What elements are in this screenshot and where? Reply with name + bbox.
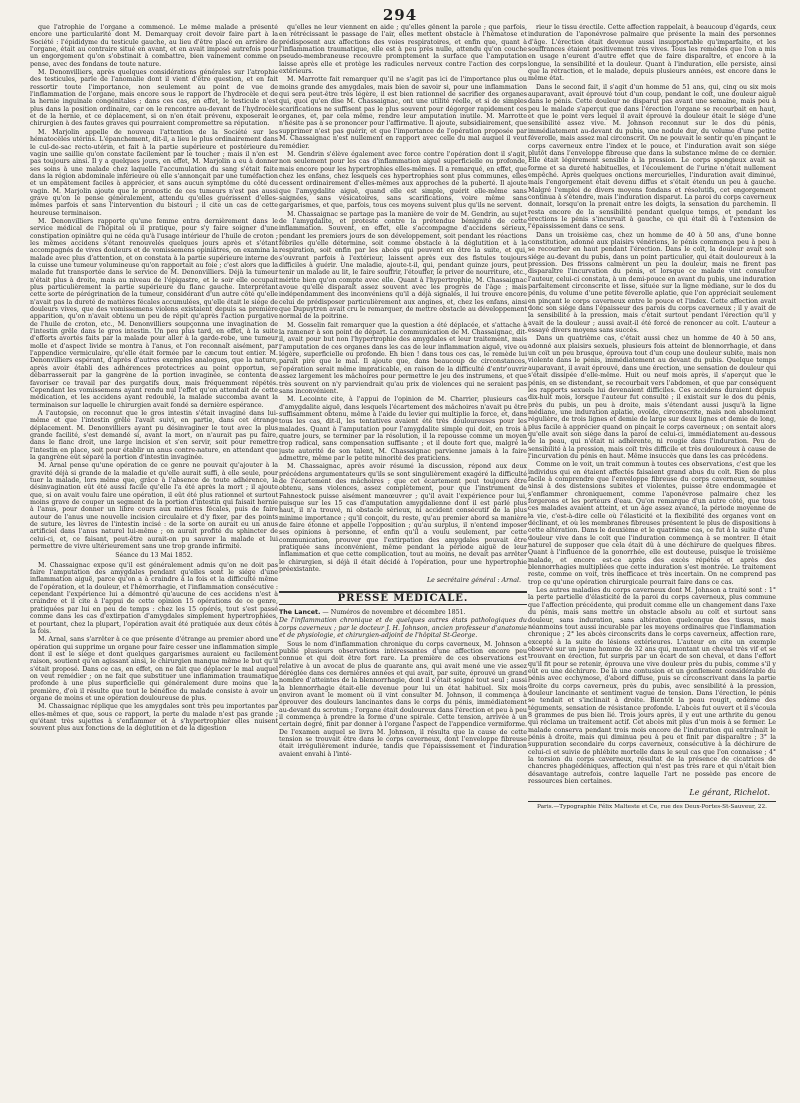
column-middle bbox=[279, 24, 527, 1084]
paragraph: M. Denonvilliers rapporte qu'une femme entra dernièrement dans le service médical de l'hôpital où il pratique, pour s'y faire soigner d'une constipation opiniâtre qui ne céda qu'à l'usage intérieur de l'huile de croton ; les mêmes accidens s'étant renouvelés quelques jours après et s'étant accompagnés de vives douleurs et de vomissemens opiniâtres, on examina la malade avec plus d'attention, et on constata à la partie supérieure interne de la cuisse une tumeur volumineuse qu'on rapportait au foie ; c'est alors que la malade fut transportée dans le service de M. Denonvilliers. Déjà la tumeur n'était plus à droite, mais au niveau de l'épigastre, et le soir elle occupait plus particulièrement la partie supérieure du flanc gauche. Interprétant cette sorte de pérégrination de la tumeur, considérant d'un autre côté qu'elle n'avait pas la dureté de matières fécales accumulées, qu'elle était le siége de douleurs vives, que des vomissemens violens existaient depuis sa première apparition, qu'on n'avait obtenu un peu de répit qu'après l'action purgative de l'huile de croton, etc., M. Denonvilliers soupçonna une invagination de l'intestin grêle dans le gros intestin. Un peu plus tard, en effet, à la suite d'efforts avortés faits par la malade pour aller à la garde-robe, une tumeur molle et d'aspect livide se montra à l'anus, et l'on reconnaît aisément, par l'appendice vermiculaire, qu'elle était formée par le cæcum tout entier. M. Denonvilliers espérant, d'après d'autres exemples analogues, que la nature, après avoir établi des adhérences protectrices au point opportun, se débarrasserait par la gangrène de la portion invaginée, se contenta de favoriser ce travail par des purgatifs doux, mais fréquemment répétés. Cependant les vomissemens ayant rendu nul l'effet qu'on attendait de cette médication, et les accidens ayant redoublé, la malade succomba avant la terminaison sur laquelle le chirurgien avait fondé sa dernière espérance. bbox=[30, 217, 278, 409]
paragraph: que l'atrophie de l'organe a commencé. Le même malade a présenté encore une particularité dont M. Demarquay croit devoir faire part à la Société : l'épididyme du testicule gauche, au lieu d'être placé en arrière de l'organe, était au contraire situé en avant, et en avait imposé autrefois pour un engorgement qu'on s'obstinait à combattre, bien vainement comme on pense, avec des fondans de toute nature. bbox=[30, 24, 278, 68]
secretary-signature: Le secrétaire général : Arnal. bbox=[427, 577, 521, 585]
manager-signature: Le gérant, Richelot. bbox=[689, 788, 770, 798]
source-line bbox=[279, 609, 527, 616]
paragraph: M. Chassaignac se partage pas la manière de voir de M. Gendrin, au sujet de l'amygdalite, et proteste contre la prétendue bénignité de cette inflammation. Souvent, en effet, elle s'accompagne d'accidens sérieux, pendant les premiers jours de son développement, soit pendant les réactions fébriles qu'elle détermine, soit comme obstacle à la déglutition et à la respiration, soit enfin par les abcès qui peuvent en être la suite, et qui, s'ouvrant parfois à l'extérieur, laissent après eux des fistules toujours difficiles à guérir. Une maladie, ajoute-t-il, qui, pendant quinze jours, peut tenir un malade au lit, le faire souffrir, l'étouffer, le priver de nourriture, etc., mérite bien qu'on compte avec elle. Quant à l'hypertrophie, M. Chassaignac avoue qu'elle disparaît assez souvent avec les progrès de l'âge ; mais indépendamment des inconvéniens qu'il a déjà signalés, il lui trouve encore celui de prédisposer particulièrement aux angines, et, chez les enfans, ainsi que Dupuytren avait cru le remarquer, de mettre obstacle au développement normal de la poitrine. bbox=[279, 210, 527, 321]
paragraph: M. Lecointe cite, à l'appui de l'opinion de M. Charrier, plusieurs cas d'amygdalite aiguë, dans lesquels l'écartement des mâchoires n'avait pu être suffisamment obtenu, même à l'aide du levier qui multiplie la force, et, dans tous les cas, dit-il, les tentatives avaient été très douloureuses pour les malades. Quant à l'amputation pour l'amygdalite simple qui doit, en trois à quatre jours, se terminer par la résolution, il la repousse comme un moyen trop radical, sans compensation suffisante ; et il doute fort que, malgré la juste autorité de son talent, M. Chassaignac parvienne jamais à la faire admettre, même par le petite minorité des praticiens. bbox=[279, 396, 527, 462]
paragraph: Dans un troisième cas, chez un homme de 40 à 50 ans, d'une bonne constitution, adonné aux plaisirs vénériens, le pénis commença peu à peu à se recourber en haut pendant l'érection. Dans le coït, la douleur avait son siége au-devant du pubis, dans un point particulier, qui était douloureux à la pression. Des frissons calmèrent un peu la douleur, mais ne firent pas disparaître l'incurvation du pénis, et lorsque ce malade vint consulter l'auteur, celui-ci constata, à un demi-pouce en avant du pubis, une induration parfaitement circonscrite et lisse, située sur la ligne médiane, sur le dos du pénis, du volume d'une petite féverolle aplatie, que l'on appréciait seulement en pinçant le corps caverneux entre le pouce et l'index. Cette affection avait donc son siége dans l'épaisseur des parois du corps caverneux ; il y avait de la sensibilité à la pression, mais c'était surtout pendant l'érection qu'il y avait de la douleur ; aussi avait-il été forcé de renoncer au coït. L'auteur a essayé divers moyens sans succès. bbox=[528, 231, 776, 335]
paragraph: M. Arnal pense qu'une opération de ce genre ne pouvait qu'ajouter à la gravité déjà si grande de la maladie et qu'elle aurait suffi, à elle seule, pour tuer la malade, lors même que, grâce à l'absence de toute adhérence, la désinvagination eût été aussi facile qu'elle l'a été après la mort ; il ajoute que, si on avait voulu faire une opération, il eût été plus rationnel et surtout moins grave de couper un segment de la portion d'intestin qui faisait hernie à l'anus, pour donner un libre cours aux matières fécales, puis de faire autour de l'anus une nouvelle incision circulaire et d'y fixer, par des points de suture, les lèvres de l'intestin incisé : de la sorte on aurait eu un anus artificiel dans l'anus naturel lui-même ; on aurait profité du sphincter de celui-ci, et, ce faisant, peut-être aurait-on pu sauver la malade et lui permettre de vivre ultérieurement sans une trop grande infirmité. bbox=[30, 462, 278, 551]
section-heading: PRESSE MÉDICALE. bbox=[279, 591, 527, 605]
page-number: 294 bbox=[382, 6, 418, 24]
paragraph: Sous le nom d'inflammation chronique du corps caverneux, M. Johnson a publié plusieurs observations intéressantes d'une affection encore peu connue et qui doit être fort rare. La première de ces observations est relative à un avocat de plus de quarante ans, qui avait mené une vie assez déréglée dans ces dernières années et qui avait, par suite, éprouvé un grand nombre d'atteintes de la blennorrhagie, dont il s'était soigné tout seul ; aussi la blennorrhagie était-elle devenue pour lui un état habituel. Six mois environ avant le moment où il vint consulter M. Johnson, il commença à éprouver des douleurs lancinantes dans le corps du pénis, immédiatement au-devant du scrotum ; l'organe était douloureux dans l'érection et peu à peu il commença à prendre la forme d'une spirale. Cette tension, arrivée à un certain degré, finit par donner à l'organe l'aspect de l'appendice vermiforme. De l'examen auquel se livra M. Johnson, il résulta que la cause de cette tension se trouvait être dans le corps caverneux, dont l'enveloppe fibreuse était irrégulièrement indurée, tandis que l'épaississement et l'induration avaient envahi à l'inté- bbox=[279, 640, 527, 758]
paragraph: M. Chassaignac, après avoir résumé la discussion, répond aux deux précédens argumentateurs qu'ils se sont singulièrement exagéré la difficulté de l'écartement des mâchoires ; que cet écartement peut toujours être obtenu, sans violences, assez complètement, pour que l'instrument de Fahnestock puisse aisément manœuvrer ; qu'il avait l'expérience pour lui, puisque sur les 15 cas d'amputation amygdalienne dont il est parlé plus haut, il n'a trouvé, ni obstacle sérieux, ni accident consécutif de la plus minime importance ; qu'il conçoit, du reste, qu'au premier abord sa manière de faire étonne et appelle l'opposition ; qu'au surplus, il n'entend imposer ses opinions à personne, et enfin qu'il a voulu seulement, par cette communication, prouver que l'extirpation des amygdales pouvait être pratiquée sans inconvénient, même pendant la période aiguë de leur inflammation et que cette complication, tout au moins, ne devait pas arrêter le chirurgien, si déjà il était décidé à l'opération, pour une hypertrophie préexistante. bbox=[279, 463, 527, 574]
paragraph: rieur le tissu érectile. Cette affection rappelait, à beaucoup d'égards, ceux induration de l'aponévrose palmaire que présente la main des personnes d'âge. L'érection était devenue aussi insupportable qu'imparfaite, et les souffrances étaient positivement très vives. Tous les remèdes que l'on a mis en usage n'eurent d'autre effet que de faire disparaître, et encore à la longue, la sensibilité et la douleur. Quant à l'induration, elle persiste, ainsi que la rétraction, et le malade, depuis plusieurs années, est encore dans le même état. bbox=[528, 24, 776, 83]
paragraph: M. Marjolin appelle de nouveau l'attention de la Société sur les hématocèles utérins. L'épanchement, dit-il, a lieu le plus ordinairement dans le cul-de-sac recto-utérin, et fait à la partie supérieure et postérieure du vagin une saillie qu'on constate facilement par le toucher ; mais il n'en est pas toujours ainsi. Il y a quelques jours, en effet, M. Marjolin a eu à donner ses soins à une malade chez laquelle l'accumulation du sang s'était faite dans la région abdominale inférieure où elle s'annonçait par une tuméfaction et un empâtement faciles à apprécier, et sans aucun symptôme du côté du vagin. M. Marjolin ajoute que le pronostic de ces tumeurs n'est pas aussi grave qu'on le pense généralement, attendu qu'elles guérissent d'elles-mêmes parfois et sans l'intervention du bistouri ; il cite un cas de cette heureuse terminaison. bbox=[30, 128, 278, 217]
source-detail: — Numéros de novembre et décembre 1851. bbox=[320, 609, 466, 617]
paragraph: M. Chassaignac expose qu'il est généralement admis qu'on ne doit pas faire l'amputation des amygdales pendant qu'elles sont le siége d'une inflammation aiguë, parce qu'on a à craindre à la fois et la difficulté même de l'opération, et la douleur, et l'hémorrhagie, et l'inflammation consécutive : cependant l'expérience lui a démontré qu'aucune de ces accidens n'est à craindre et il cite à l'appui de cette opinion 15 opérations de ce genre, pratiquées par lui en peu de temps : chez les 15 opérés, tout s'est passé comme dans les cas d'extirpation d'amygdales simplement hypertrophiées, et pourtant, chez la plupart, l'opération avait été pratiquée aux deux côtés à la fois. bbox=[30, 561, 278, 635]
paragraph: M. Arnal, sans s'arrêter à ce que présente d'étrange au premier abord une opération qui supprime un organe pour faire cesser une inflammation simple dont il est le siége et dont quelques gargarismes auraient eu facilement raison, soutient qu'en agissant ainsi, le chirurgien manque même le but qu'il s'était proposé. Dans ce cas, en effet, on ne fait que déplacer le mal auquel on veut remédier ; on ne fait que substituer une inflammation traumatique profonde à une plus superficielle qui généralement dure moins que la première, d'où il résulte que tout le bénéfice du malade consiste à avoir un organe de moins et une opération douloureuse de plus. bbox=[30, 636, 278, 702]
paragraph: Dans un quatrième cas, c'était aussi chez un homme de 40 à 50 ans, adonné aux plaisirs sexuels, plusieurs fois atteint de blennorrhagie, et dans un coït un peu brusque, éprouva tout d'un coup une douleur subite, mais non violente dans le pénis, immédiatement au devant du pubis. Quelque temps auparavant, il avait éprouvé, dans une érection, une sensation de douleur qui s'était dissipée d'elle-même. Huit ou neuf mois après, il s'aperçut que le pénis, en se distendant, se recourbait vers l'abdomen, et que par conséquent les rapports sexuels lui devenaient difficiles. Ces accidens duraient depuis dix-huit mois, lorsque l'auteur fut consulté ; il existait sur le dos du pénis, près du pubis, un peu à droite, mais s'étendant aussi jusqu'à la ligne médiane, une induration aplatie, ovoïde, circonscrite, mais non absolument régulière, de trois lignes et demie de large sur deux lignes et demie de long, plus facile à apprécier quand on pinçait le corps caverneux ; on sentait alors qu'elle avait son siége dans la paroi de celui-ci, immédiatement au-dessous de la peau, qui n'était ni adhérente, ni rougie dans l'induration. Peu de sensibilité à la pression, mais coït très difficile et très douloureux à cause de l'incurvation du pénis en haut. Même insuccès que dans les cas précédens. bbox=[528, 335, 776, 460]
session-date: Séance du 13 Mai 1852. bbox=[115, 552, 193, 560]
column-right bbox=[528, 24, 776, 1084]
paragraph: A l'autopsie, on reconnut que le gros intestin s'était invaginé dans lui-même et que l'intestin grêle l'avait suivi, en partie, dans cet étrange déplacement. M. Denonvilliers ayant pu désinvaginer le tout avec la plus grande facilité, s'est demandé si, avant la mort, on n'aurait pas pu faire, dans le flanc droit, une large incision et s'en servir, soit pour remettre l'intestin en place, soit pour établir un anus contre-nature, en attendant que la gangrène eût séparé la portion d'intestin invaginée. bbox=[30, 409, 278, 461]
paragraph: M. Gosselin fait remarquer que la question a été déplacée, et s'attache à la ramener à son point de départ. La communication de M. Chassaignac, dit-il, avait pour but non l'hypertrophie des amygdales et leur traitement, mais l'amputation de ces organes dans les cas de leur inflammation aiguë, vive ou légère, superficielle ou profonde. Eh bien ! dans tous ces cas, le remède lui paraît pire que le mal. Il ajoute que, dans beaucoup de circonstances, l'opération serait même impraticable, en raison de la difficulté d'entr'ouvrir assez largement les mâchoires pour permettre le jeu des instrumens, et que très souvent on n'y parviendrait qu'au prix de violences qui ne seraient pas sans inconvénient. bbox=[279, 321, 527, 395]
paragraph: Comme on le voit, un trait commun à toutes ces observations, c'est que les individus qui en étaient affectés faisaient grand abus du coït. Rien de plus facile à comprendre que l'enveloppe fibreuse du corps caverneux, soumise ainsi à des distensions subites et violentes, puisse être endommagée et s'enflammer chroniquement, comme l'aponévrose palmaire chez les forgerons et les porteurs d'eau. Qu'on remarque d'un autre côté, que tous ces malades avaient atteint, et un âge assez avancé, la période moyenne de la vie, c'est-à-dire celle où l'élasticité et la flexibilité des organes vont en déclinant, et où les membranes fibreuses présentent le plus de dispositions à cette altération. Dans le deuxième et le quatrième cas, ce fut à la suite d'une douleur vive dans le coït que l'induration commença à se montrer. Il était naturel de supposer que cela était dû à une déchirure de quelques fibres. Quant à l'influence de la gonorrhée, elle est douteuse, puisque le troisième malade, et encore est-ce après des excès répétés et après des blennorrhagies multipliées que cette induration s'est montrée. Le traitement reste, comme on voit, très inefficace et très incertain. On ne comprend pas trop ce qu'une opération chirurgicale pourrait faire dans ce cas. bbox=[528, 461, 776, 586]
article-title: De l'inflammation chronique et de quelques autres états pathologiques du corps caverneux ; par le docteur J. H. Johnson, ancien professeur d'anatomie et de physiologie, et chirurgien-adjoint de l'hôpital St-George. bbox=[279, 617, 527, 640]
paragraph: M. Denonvilliers, après quelques considérations générales sur l'atrophie des testicules, parle de l'anomalie dont il vient d'être question, et en fait ressortir toute l'importance, non seulement au point de vue de l'inflammation de l'organe, mais encore sous le rapport de l'hydrocèle et de la hernie inguinale congénitales ; dans ces cas, en effet, le testicule n'est plus dans la position ordinaire, car on le rencontre au-devant de l'hydrocèle et de la hernie, et ce déplacement, si on n'en était prévenu, exposerait le chirurgien à des fautes graves qui pourraient compromettre sa réputation. bbox=[30, 69, 278, 128]
paragraph: Les autres maladies du corps caverneux dont M. Johnson a traité sont : 1° la perte partielle d'élasticité de la paroi du corps caverneux, plus commune que l'affection précédente, qui produit comme elle un changement dans l'axe du pénis, mais sans mettre un obstacle absolu au coït et surtout sans douleur, sans induration, sans altération quelconque des tissus, mais néanmoins tout aussi incurable par les moyens ordinaires que l'inflammation chronique ; 2° les abcès circonscrits dans le corps caverneux, affection rare, excepté à la suite de lésions extérieures. L'auteur en cite un exemple observé sur un jeune homme de 32 ans qui, montant un cheval très vif et se trouvant en érection, fut surpris par un écart de son cheval, et dans l'effort qu'il fit pour se retenir, éprouva une vive douleur près du pubis, comme s'il y eût eu une déchirure. De là une contusion et un gonflement considérable du pénis avec ecchymose, d'abord diffuse, puis se circonscrivant dans la partie droite du corps caverneux, près du pubis, avec sensibilité à la pression, douleur lancinante et sentiment vague de tension. Dans l'érection, le pénis se tendait et s'inclinait à droite. Bientôt la peau rougit, œdème des téguments, sensation de résistance profonde. L'abcès fut ouvert et il s'écoula 8 grammes de pus bien lié. Trois jours après, il y eut une arthrite du genou qui réclama un traitement actif. Cet abcès mit plus d'un mois à se fermer. Le malade conserva pendant trois mois encore de l'induration qui entraînait le pénis à droite, mais qui diminua peu à peu et finit par disparaître ; 3° la suppuration secondaire du corps caverneux, consécutive à la déchirure de celui-ci et suivie de phlébite mortelle dans le seul cas que l'on connaisse ; 4° la torsion du corps caverneux, résultat de la présence de cicatrices de chancres phagédéniques, affection qui n'est pas très rare et qui n'était bien désavantage autrefois, contre laquelle l'art ne possède pas encore de ressources bien certaines. bbox=[528, 587, 776, 786]
paragraph: Dans le second fait, il s'agit d'un homme de 51 ans, qui, cinq ou six mois auparavant, avait éprouvé tout d'un coup, pendant le coït, une douleur aiguë dans le pénis. Cette douleur ne disparut pas avant une semaine, mais peu à peu le malade s'aperçut que dans l'érection l'organe se recourbait en haut, et que le point vers lequel il avait éprouvé la douleur était le siége d'une sensibilité assez vive. M. Johnson reconnut sur le dos du pénis, immédiatement au-devant du pubis, une nodule dur, du volume d'une petite féverolle, mais assez mal circonscrit. On ne pouvait le sentir qu'en pinçant le corps caverneux entre l'index et le pouce, et l'induration avait son siége plutôt dans l'enveloppe fibreuse que dans la substance même de ce dernier. Elle était légèrement sensible à la pression. Le corps spongieux avait sa forme et sa dureté habituelles, et l'écoulement de l'urine n'était nullement empêché. Après quelques onctions mercurielles, l'induration avait diminué, mais l'engorgement était devenu diffus et s'était étendu un peu à gauche. Malgré l'emploi de divers moyens fondans et résolutifs, cet engorgement continua à s'étendre, mais l'induration disparut. La paroi du corps caverneux donnait, lorsqu'on la prenait entre les doigts, la sensation du parchemin. Il resta encore de la sensibilité pendant quelque temps, et pendant les érections le pénis s'incurvait à gauche, ce qui était dû à l'extension de l'épaississement dans ce sens. bbox=[528, 83, 776, 231]
paragraph: M. Marrotte fait remarquer qu'il ne s'agit pas ici de l'importance plus ou moins grande des amygdales, mais bien de savoir si, pour une inflammation qui sera peut-être très légère, il est bien rationnel de sacrifier des organes qui, quoi qu'en dise M. Chassaignac, ont une utilité réelle, et si de simples scarifications ne suffisent pas le plus souvent pour dégorger rapidement ces organes, et, par cela même, rendre leur amputation inutile. M. Marrotte n'hésite pas à se prononcer pour l'affirmative. Il ajoute, subsidiairement, que supprimer n'est pas guérir, et que l'importance de l'opération proposée par M. Chassaignac n'est nullement en rapport avec celle du mal auquel il veut remédier. bbox=[279, 76, 527, 150]
paragraph: M. Gendrin s'élève également avec force contre l'opération dont il s'agit, non seulement pour les cas d'inflammation aiguë superficielle ou profonde, mais encore pour les hypertrophies elles-mêmes. Il a remarqué, en effet, que chez les enfans, chez lesquels ces hypertrophies sont plus communes, elles cessent ordinairement d'elles-mêmes aux approches de la puberté. Il ajoute que l'amygdalite aiguë, quand elle est simple, guérit elle-même sans saignées, sans vésicatoires, sans scarifications, voire même sans gargarismes, et que, parfois, tous ces moyens suivent plus qu'ils ne servent. bbox=[279, 150, 527, 210]
printer-imprint: Paris.—Typographie Félix Malteste et Ce, rue des Deux-Portes-St-Sauveur, 22. bbox=[528, 801, 776, 811]
column-left bbox=[30, 24, 278, 1084]
paragraph: M. Chassaignac réplique que les amygdales sont très peu importantes par elles-mêmes et que, sous ce rapport, la perte du malade n'est pas grande ; qu'étant très sujettes à s'enflammer et à s'hypertrophier elles nuisent souvent plus aux fonctions de la déglutition et de la digestion bbox=[30, 703, 278, 733]
paragraph: qu'elles ne leur viennent en aide ; qu'elles gênent la parole ; que parfois, en rétrécissant le passage de l'air, elles mettent obstacle à l'hématose et prédisposent aux affections des voies respiratoires, et enfin que, quant à l'inflammation traumatique, elle est à peu près nulle, attendu qu'on couche pseudo-membraneuse recouvre promptement la surface que l'amputation laisse après elle et protège les radicules nerveux contre l'action des corps extérieurs. bbox=[279, 24, 527, 76]
source-name: The Lancet. bbox=[279, 609, 321, 617]
